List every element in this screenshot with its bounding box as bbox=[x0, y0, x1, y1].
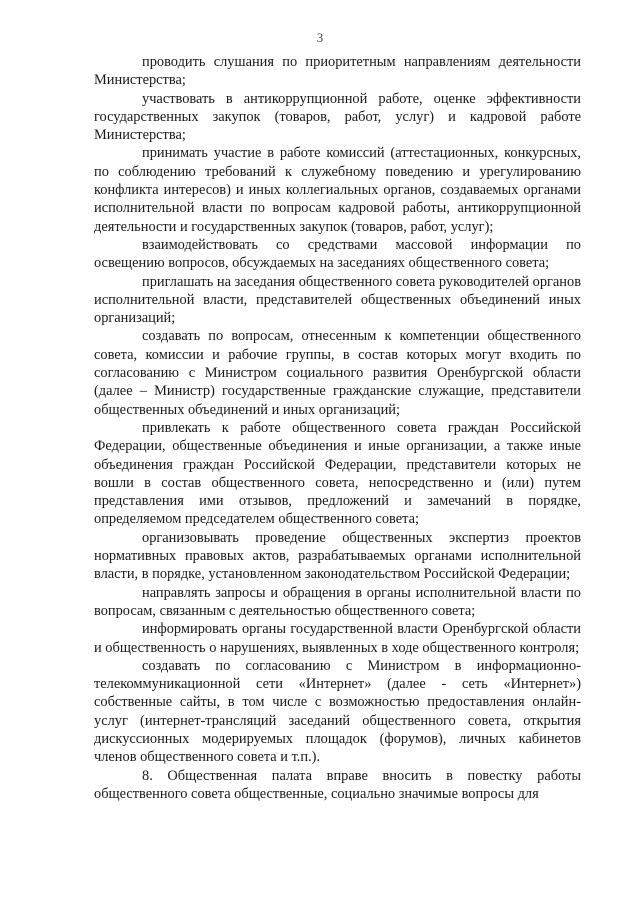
paragraph: взаимодействовать со средствами массовой информации по освещению вопросов, обсуждаемых на заседаниях общественного совета; bbox=[94, 236, 581, 272]
paragraph: направлять запросы и обращения в органы исполнительной власти по вопросам, связанным с деятельностью общественного совета; bbox=[94, 584, 581, 619]
paragraph: информировать органы государственной власти Оренбургской области и общественность о нарушениях, выявленных в ходе общественного контроля; bbox=[94, 621, 581, 656]
body-text bbox=[94, 53, 581, 803]
paragraph: проводить слушания по приоритетным направлениям деятельности Министерства; bbox=[94, 54, 581, 89]
paragraph: организовывать проведение общественных экспертиз проектов нормативных правовых актов, разрабатываемых органами исполнительной власти, в порядке, установленном законодательством Российской Федерации; bbox=[94, 529, 581, 583]
paragraph: создавать по вопросам, отнесенным к компетенции общественного совета, комиссии и рабочие группы, в состав которых могут входить по согласованию с Министром социального развития Оренбургской области (далее – Министр) государственные гражданские служащие, представители общественных объединений и иных организаций; bbox=[94, 328, 581, 418]
page-number: 3 bbox=[316, 30, 324, 45]
paragraph: приглашать на заседания общественного совета руководителей органов исполнительной власти, представителей общественных объединений иных организаций; bbox=[94, 273, 581, 327]
paragraph: 8. Общественная палата вправе вносить в повестку работы общественного совета общественные, социально значимые вопросы для bbox=[94, 767, 581, 802]
paragraph: участвовать в антикоррупционной работе, оценке эффективности государственных закупок (товаров, работ, услуг) и кадровой работе Министерства; bbox=[94, 90, 581, 144]
paragraph: создавать по согласованию с Министром в информационно-телекоммуникационной сети «Интернет» (далее - сеть «Интернет») собственные сайты, в том числе с возможностью предоставления онлайн-услуг (интернет-трансляций заседаний общественного совета, открытия дискуссионных модерируемых площадок (форумов), личных кабинетов членов общественного совета и т.п.). bbox=[94, 657, 581, 766]
paragraph: привлекать к работе общественного совета граждан Российской Федерации, общественные объединения и иные организации, а также иные объединения граждан Российской Федерации, представители которых не вошли в состав общественного совета, непосредственно и (или) путем представления ими отзывов, предложений и замечаний в порядке, определяемом председателем общественного совета; bbox=[94, 419, 581, 528]
paragraph: принимать участие в работе комиссий (аттестационных, конкурсных, по соблюдению требований к служебному поведению и урегулированию конфликта интересов) и иных коллегиальных органов, создаваемых органами исполнительной власти по вопросам кадровой работы, антикоррупционной деятельности и государственных закупок (товаров, работ, услуг); bbox=[94, 145, 581, 235]
